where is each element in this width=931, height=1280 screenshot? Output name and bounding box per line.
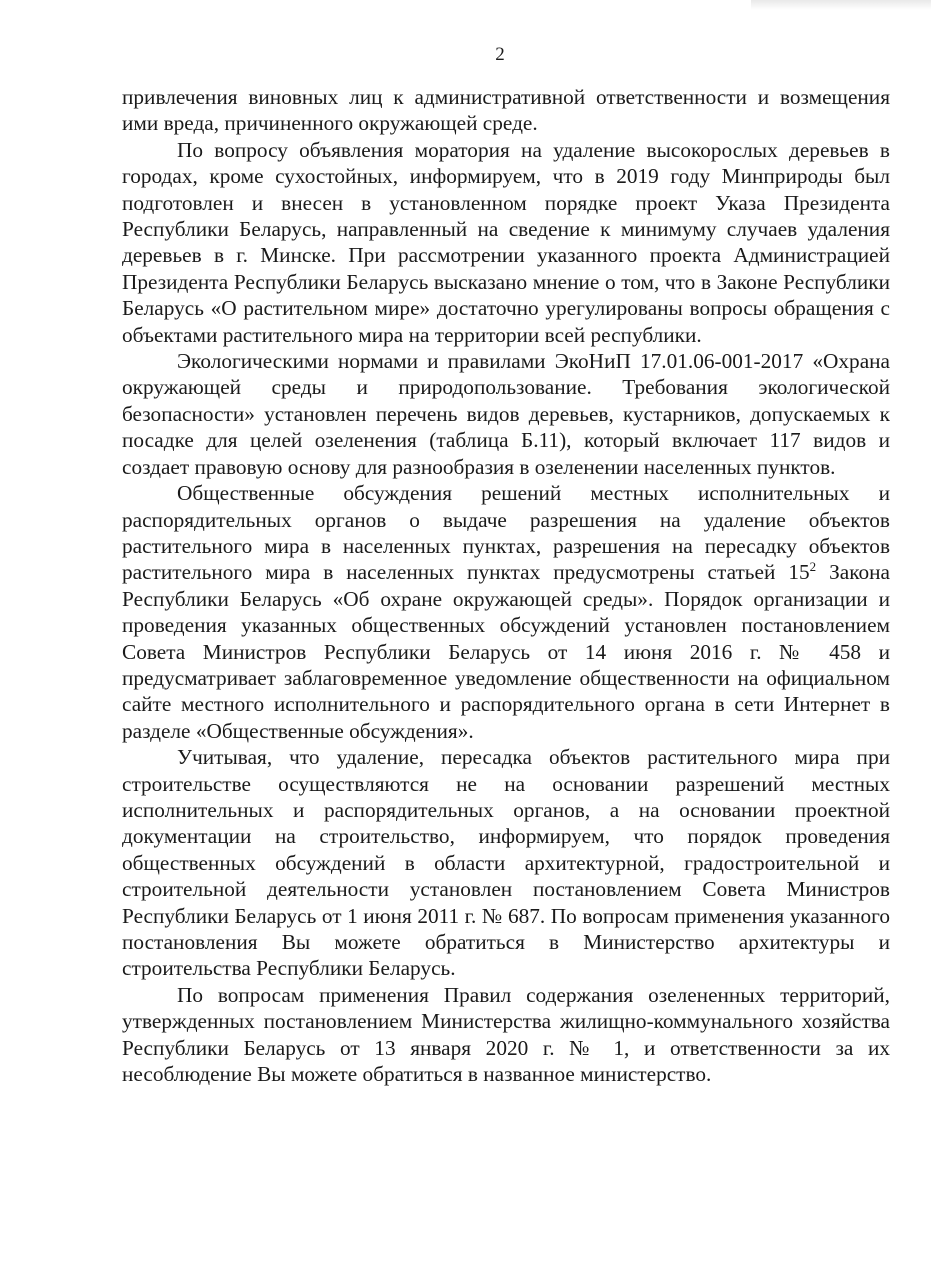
paragraph-construction: Учитывая, что удаление, пересадка объектов растительного мира при строительстве осуществляются не на основании разрешений местных исполнительных и распорядительных органов, а на основании проектной документации на строительство, информируем, что порядок проведения общественных обсуждений в области архитектурной, градостроительной и строительной деятельности установлен постановлением Совета Министров Республики Беларусь от 1 июня 2011 г. № 687. По вопросам применения указанного постановления Вы можете обратиться в Министерство архитектуры и строительства Республики Беларусь. xyxy=(122,745,890,981)
paragraph-text: Закона Республики Беларусь «Об охране окружающей среды». Порядок организации и проведения указанных общественных обсуждений установлен постановлением Совета Министров Республики Беларусь от 14 июня 2016 г. № 458 и предусматривает заблаговременное уведомление общественности на официальном сайте местного исполнительного и распорядительного органа в сети Интернет в разделе «Общественные обсуждения». xyxy=(122,560,890,743)
paragraph-public-discussions xyxy=(122,480,890,744)
paragraph-continuation: привлечения виновных лиц к административной ответственности и возмещения ими вреда, причиненного окружающей среде. xyxy=(122,85,890,136)
paragraph-text: Общественные обсуждения решений местных исполнительных и распорядительных органов о выдаче разрешения на удаление объектов растительного мира в населенных пунктах, разрешения на пересадку объектов растительного мира в населенных пунктах предусмотрены статьей 15 xyxy=(122,481,890,585)
paragraph-moratorium: По вопросу объявления моратория на удаление высокорослых деревьев в городах, кроме сухостойных, информируем, что в 2019 году Минприроды был подготовлен и внесен в установленном порядке проект Указа Президента Республики Беларусь, направленный на сведение к минимуму случаев удаления деревьев в г. Минске. При рассмотрении указанного проекта Администрацией Президента Республики Беларусь высказано мнение о том, что в Законе Республики Беларусь «О растительном мире» достаточно урегулированы вопросы обращения с объектами растительного мира на территории всей республики. xyxy=(122,137,890,347)
page-number: 2 xyxy=(495,44,505,65)
superscript: 2 xyxy=(809,559,817,575)
document-body xyxy=(122,84,890,1087)
paragraph-green-areas-rules: По вопросам применения Правил содержания озелененных территорий, утвержденных постановлением Министерства жилищно-коммунального хозяйства Республики Беларусь от 13 января 2020 г. № 1, и ответственности за их несоблюдение Вы можете обратиться в названное министерство. xyxy=(122,982,890,1087)
scan-edge-shadow xyxy=(751,0,931,10)
paragraph-ecological-norms: Экологическими нормами и правилами ЭкоНиП 17.01.06-001-2017 «Охрана окружающей среды и природопользование. Требования экологической безопасности» установлен перечень видов деревьев, кустарников, допускаемых к посадке для целей озеленения (таблица Б.11), который включает 117 видов и создает правовую основу для разнообразия в озеленении населенных пунктов. xyxy=(122,349,890,479)
